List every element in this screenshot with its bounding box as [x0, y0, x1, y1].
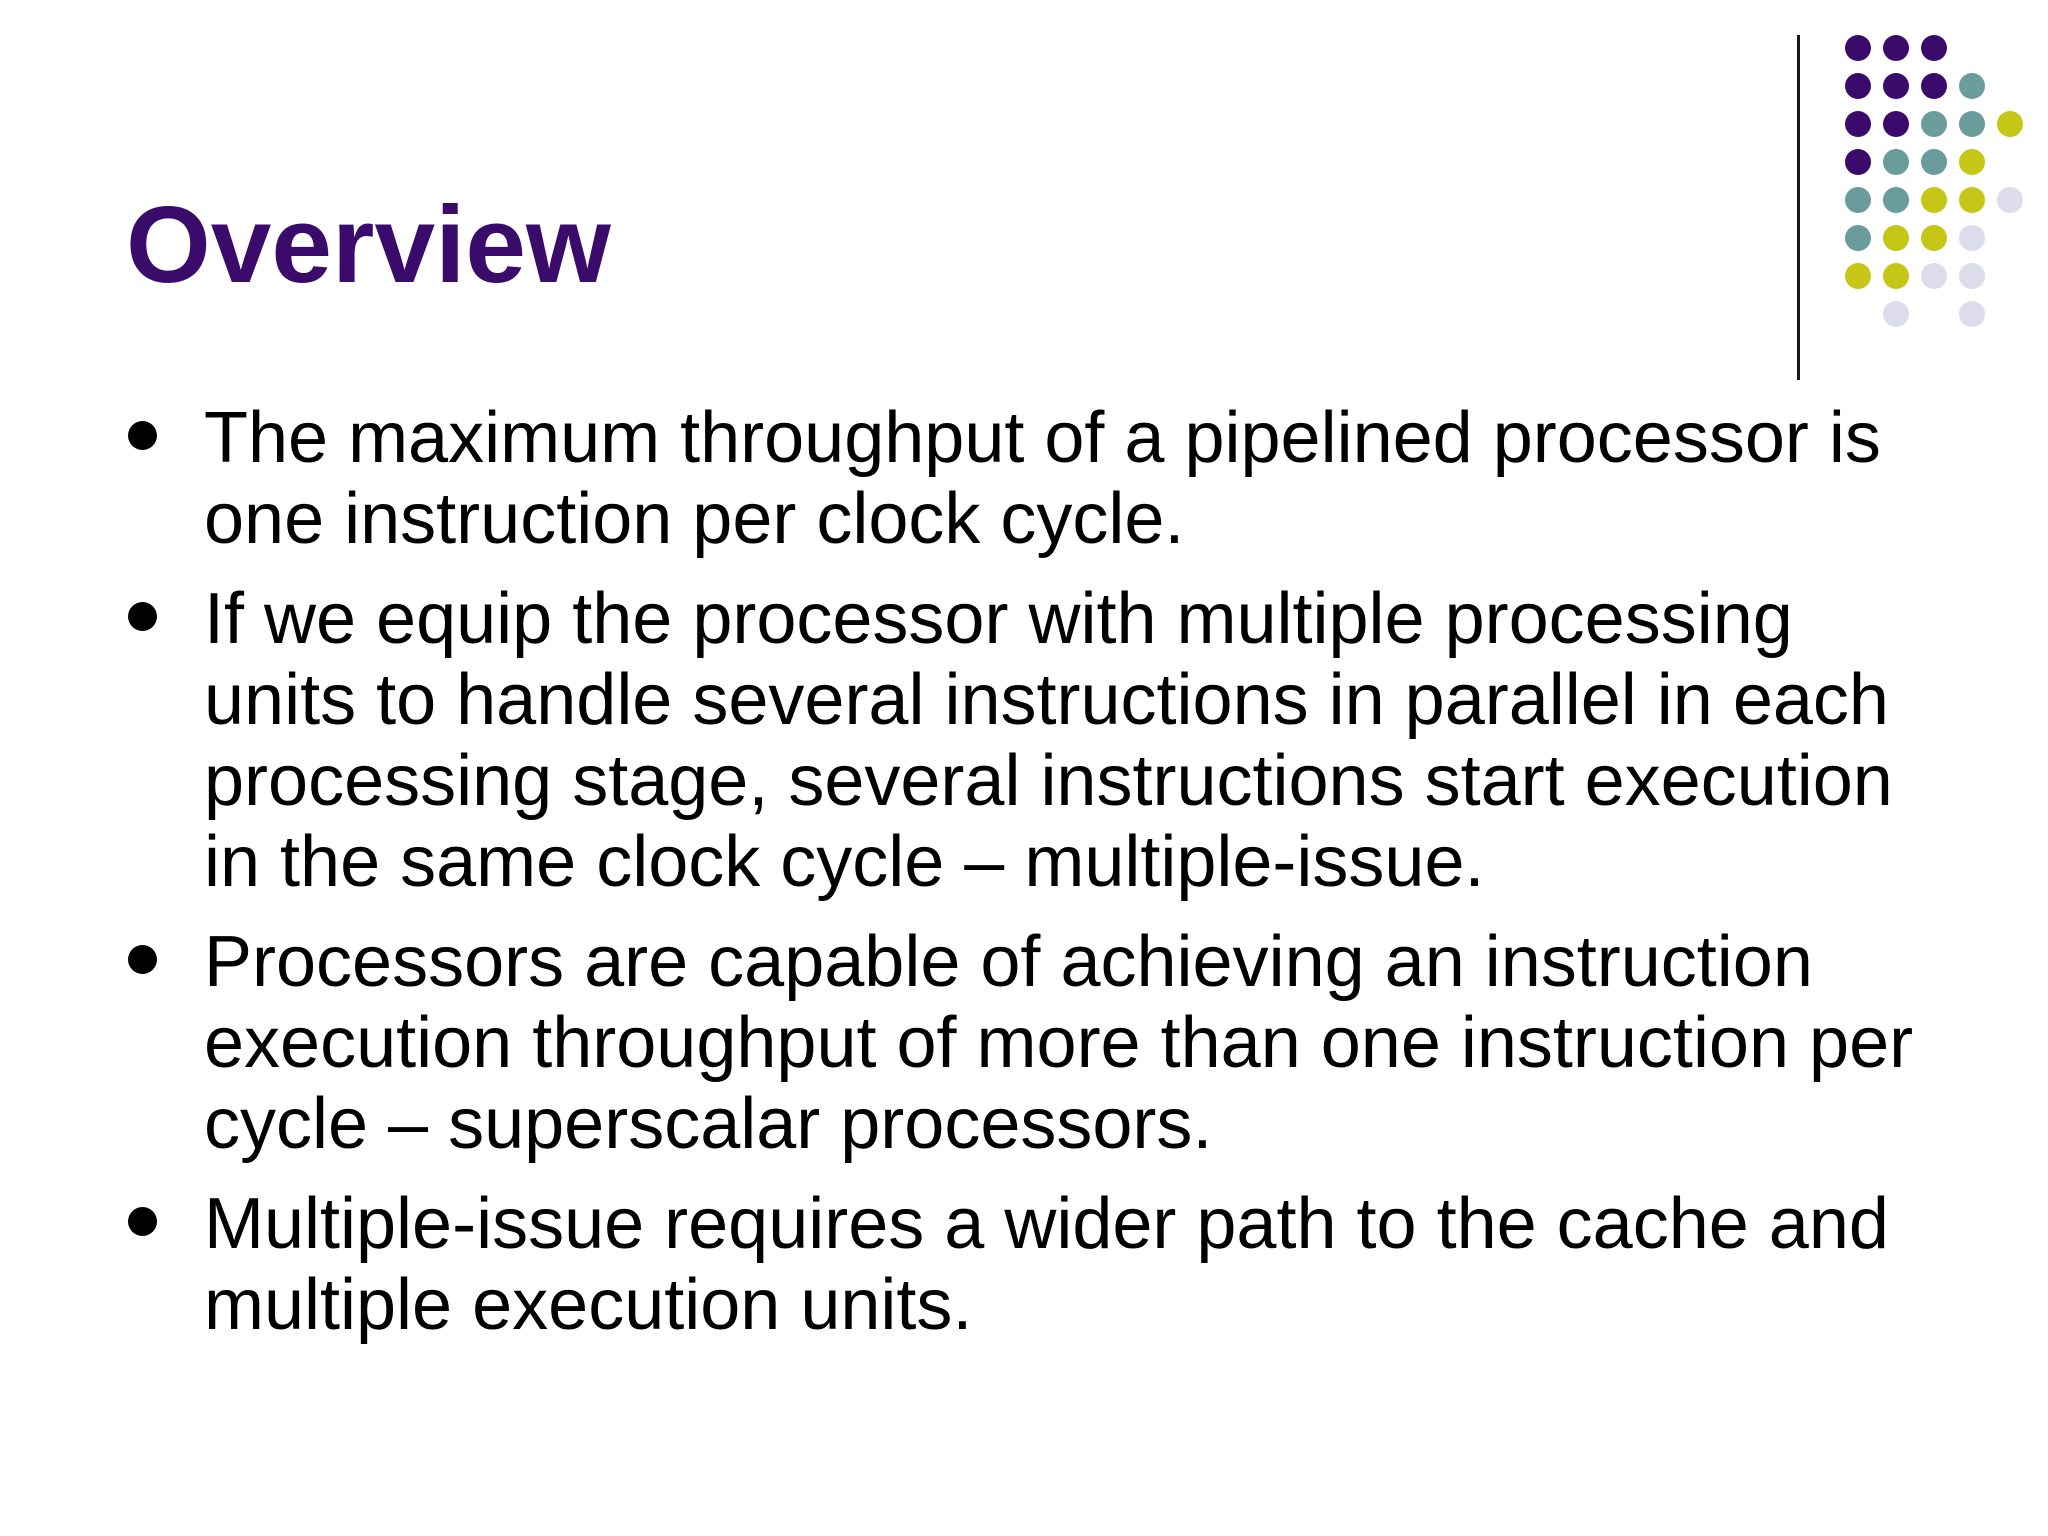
decorative-dot [1997, 111, 2023, 137]
slide-title: Overview [126, 184, 611, 306]
bullet-icon [128, 602, 157, 631]
decorative-dot [1921, 225, 1947, 251]
bullet-list [126, 398, 1926, 1365]
decorative-dot [1959, 73, 1985, 99]
decorative-dot [1883, 301, 1909, 327]
title-divider-line [1797, 35, 1800, 380]
decorative-dot [1845, 225, 1871, 251]
bullet-text: Processors are capable of achieving an instruction execution throughput of more than one instruction per cycle – superscalar processors. [204, 922, 1914, 1164]
decorative-dot [1883, 111, 1909, 137]
decorative-dot [1883, 225, 1909, 251]
decorative-dot [1921, 187, 1947, 213]
bullet-icon [128, 945, 157, 974]
bullet-item [126, 579, 1926, 903]
decorative-dot [1921, 111, 1947, 137]
decorative-dot [1845, 35, 1871, 61]
decorative-dot [1845, 263, 1871, 289]
bullet-text: If we equip the processor with multiple processing units to handle several instructions in parallel in each processing stage, several instructions start execution in the same clock cycle – multiple-issue. [204, 579, 1893, 902]
decorative-dot [1997, 187, 2023, 213]
decorative-dot [1959, 111, 1985, 137]
bullet-icon [128, 1207, 157, 1236]
decorative-dot [1921, 35, 1947, 61]
bullet-text: Multiple-issue requires a wider path to the cache and multiple execution units. [204, 1184, 1889, 1345]
decorative-dot [1883, 187, 1909, 213]
decorative-dot [1883, 73, 1909, 99]
decorative-dot [1959, 187, 1985, 213]
decorative-dot [1959, 149, 1985, 175]
decorative-dot [1883, 35, 1909, 61]
decorative-dot [1845, 73, 1871, 99]
decorative-dot [1959, 301, 1985, 327]
bullet-text: The maximum throughput of a pipelined processor is one instruction per clock cycle. [204, 398, 1881, 559]
decorative-dot [1959, 225, 1985, 251]
bullet-icon [128, 421, 157, 450]
decorative-dot [1921, 263, 1947, 289]
decorative-dot [1883, 263, 1909, 289]
decorative-dot [1921, 73, 1947, 99]
decorative-dot [1845, 187, 1871, 213]
bullet-item [126, 922, 1926, 1165]
bullet-item [126, 1184, 1926, 1346]
decorative-dot [1921, 149, 1947, 175]
decorative-dot [1845, 111, 1871, 137]
decorative-dot [1845, 149, 1871, 175]
decorative-dot [1959, 263, 1985, 289]
bullet-item [126, 398, 1926, 560]
decorative-dot [1883, 149, 1909, 175]
